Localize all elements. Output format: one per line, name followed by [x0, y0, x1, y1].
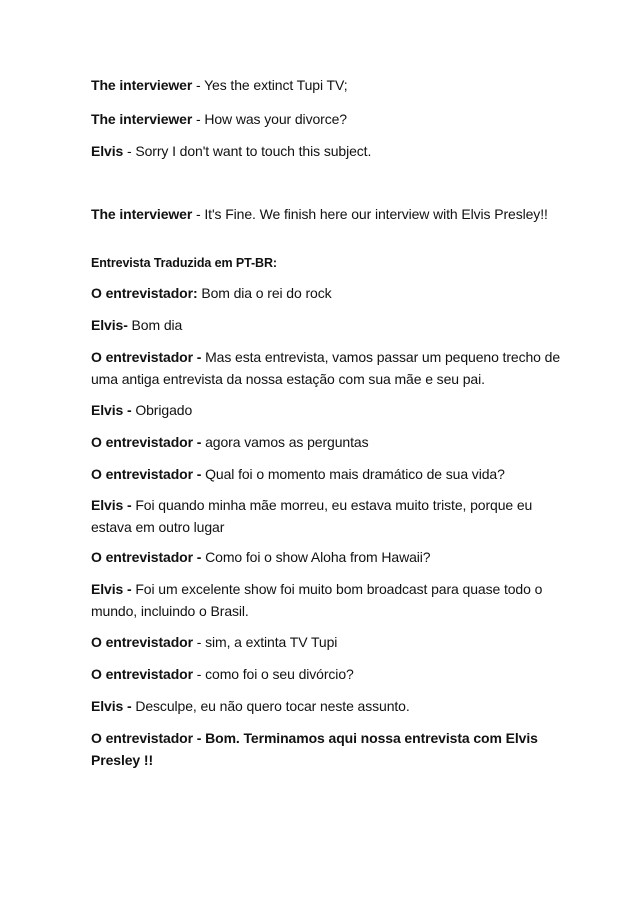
paragraph-text: Foi quando minha mãe morreu, eu estava muito triste, porque eu estava em outro lugar — [91, 497, 533, 535]
paragraph-text: - Sorry I don't want to touch this subject. — [123, 143, 372, 159]
speaker-label: The interviewer — [91, 206, 193, 222]
speaker-label: O entrevistador — [91, 666, 193, 682]
speaker-label: The interviewer — [91, 111, 193, 127]
paragraph — [91, 314, 561, 336]
paragraph — [91, 431, 561, 453]
speaker-label: O entrevistador — [91, 634, 193, 650]
closing-line: O entrevistador - Bom. Terminamos aqui nossa entrevista com Elvis Presley !! — [91, 730, 538, 768]
speaker-label: O entrevistador - — [91, 349, 202, 365]
paragraph-text: - It's Fine. We finish here our interview with Elvis Presley!! — [192, 206, 548, 222]
paragraph — [91, 695, 561, 717]
paragraph — [91, 663, 561, 685]
paragraph — [91, 399, 561, 421]
paragraph-text: Qual foi o momento mais dramático de sua vida? — [201, 466, 505, 482]
speaker-label: Elvis — [91, 143, 124, 159]
paragraph — [91, 346, 561, 390]
paragraph — [91, 494, 561, 538]
paragraph — [91, 140, 561, 162]
paragraph — [91, 727, 561, 771]
paragraph-text: Mas esta entrevista, vamos passar um pequeno trecho de uma antiga entrevista da nossa estação com sua mãe e seu pai. — [91, 349, 561, 387]
speaker-label: Elvis - — [91, 581, 132, 597]
paragraph-text: Obrigado — [131, 402, 193, 418]
paragraph — [91, 631, 561, 653]
paragraph — [91, 108, 561, 130]
section-heading: Entrevista Traduzida em PT-BR: — [91, 256, 277, 270]
paragraph — [91, 546, 561, 568]
paragraph-text: agora vamos as perguntas — [201, 434, 369, 450]
paragraph — [91, 578, 561, 622]
paragraph-text: - How was your divorce? — [192, 111, 347, 127]
speaker-label: Elvis - — [91, 402, 132, 418]
speaker-label: O entrevistador - — [91, 549, 202, 565]
speaker-label: O entrevistador - — [91, 466, 202, 482]
paragraph-text: Desculpe, eu não quero tocar neste assunto. — [131, 698, 410, 714]
speaker-label: O entrevistador - — [91, 434, 202, 450]
paragraph-text: - como foi o seu divórcio? — [192, 666, 354, 682]
speaker-label: Elvis- — [91, 317, 128, 333]
paragraph — [91, 463, 561, 485]
paragraph-text: Como foi o show Aloha from Hawaii? — [201, 549, 431, 565]
paragraph-text: - Yes the extinct Tupi TV; — [192, 77, 348, 93]
speaker-label: O entrevistador: — [91, 285, 198, 301]
paragraph — [91, 282, 561, 304]
paragraph — [91, 74, 561, 96]
paragraph-text: Foi um excelente show foi muito bom broadcast para quase todo o mundo, incluindo o Brasil. — [91, 581, 543, 619]
speaker-label: Elvis - — [91, 497, 132, 513]
speaker-label: Elvis - — [91, 698, 132, 714]
paragraph — [91, 203, 561, 225]
paragraph-text: Bom dia o rei do rock — [197, 285, 332, 301]
paragraph-text: - sim, a extinta TV Tupi — [192, 634, 338, 650]
speaker-label: The interviewer — [91, 77, 193, 93]
paragraph-text: Bom dia — [127, 317, 183, 333]
